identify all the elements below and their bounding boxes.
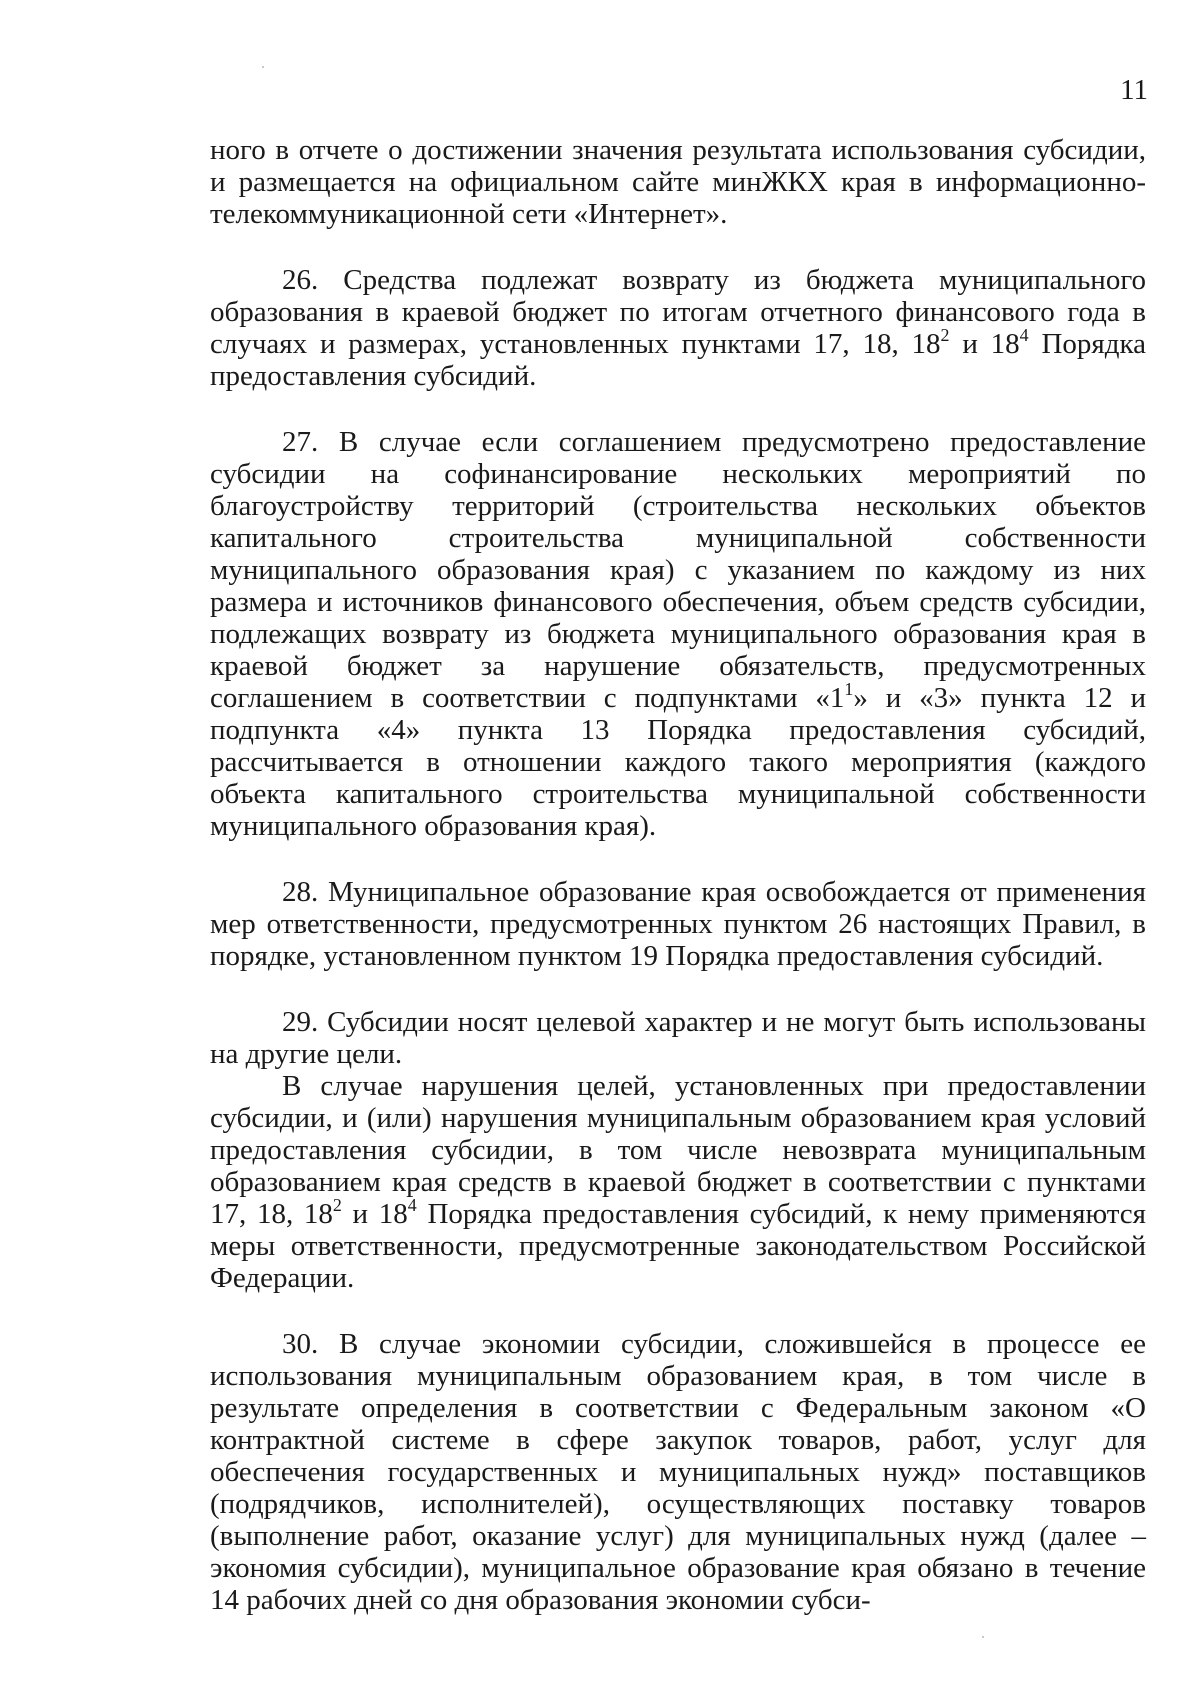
paragraph-item-27: 27. В случае если соглашением предусмотрено предоставление субсидии на софинансирование нескольких мероприятий по благоустройству территорий (строительства нескольких объектов капитального строительства муниципальной собственности муниципального образования края) с указанием по каждому из них размера и источников финансового обеспечения, объем средств субсидии, подлежащих возврату из бюджета муниципального образования края в краевой бюджет за нарушение обязательств, предусмотренных соглашением в соответствии с подпунктами «$1^1$» и «3» пункта 12 и подпункта «4» пункта 13 Порядка предоставления субсидий, рассчитывается в отношении каждого такого мероприятия (каждого объекта капитального строительства муниципальной собственности муниципального образования края). (210, 426, 1146, 842)
paragraph-continuation: ного в отчете о достижении значения результата использования субсидии, и размещается на официальном сайте минЖКХ края в информационно-телекоммуникационной сети «Интернет». (210, 134, 1146, 230)
paragraph-item-26: 26. Средства подлежат возврату из бюджета муниципального образования в краевой бюджет по итогам отчетного финансового года в случаях и размерах, установленных пунктами 17, 18, $18^2$ и $18^4$ Порядка предоставления субсидий. (210, 264, 1147, 392)
scan-speck (262, 66, 264, 68)
paragraph-item-29-violation: В случае нарушения целей, установленных при предоставлении субсидии, и (или) нарушения муниципальным образованием края условий предоставления субсидии, в том числе невозврата муниципальным образованием края средств в краевой бюджет в соответствии с пунктами 17, 18, $18^2$ и $18^4$ Порядка предоставления субсидий, к нему применяются меры ответственности, предусмотренные законодательством Российской Федерации. (210, 1070, 1146, 1294)
document-body (210, 134, 1146, 1616)
page-number: 11 (1120, 74, 1148, 106)
paragraph-item-29: 29. Субсидии носят целевой характер и не могут быть использованы на другие цели. (210, 1006, 1146, 1070)
paragraph-item-30: 30. В случае экономии субсидии, сложившейся в процессе ее использования муниципальным образованием края, в том числе в результате определения в соответствии с Федеральным законом «О контрактной системе в сфере закупок товаров, работ, услуг для обеспечения государственных и муниципальных нужд» поставщиков (подрядчиков, исполнителей), осуществляющих поставку товаров (выполнение работ, оказание услуг) для муниципальных нужд (далее – экономия субсидии), муниципальное образование края обязано в течение 14 рабочих дней со дня образования экономии субси- (210, 1328, 1146, 1616)
paragraph-item-28: 28. Муниципальное образование края освобождается от применения мер ответственности, предусмотренных пунктом 26 настоящих Правил, в порядке, установленном пунктом 19 Порядка предоставления субсидий. (210, 876, 1146, 972)
scan-speck (982, 1636, 984, 1638)
